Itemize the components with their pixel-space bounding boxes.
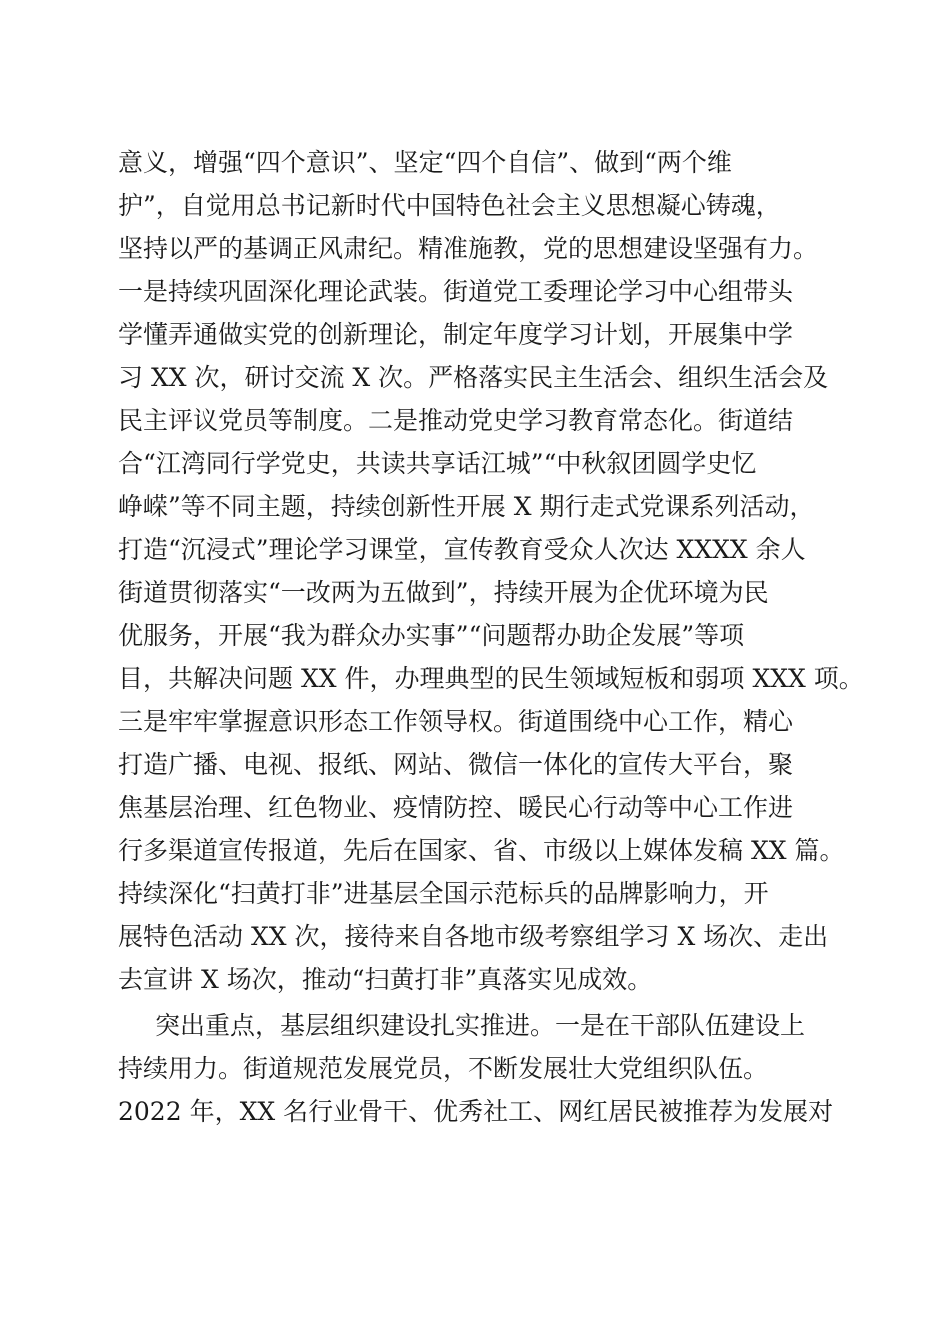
- text-line: 意义，增强“四个意识”、坚定“四个自信”、做到“两个维: [118, 148, 732, 177]
- text-line: 2022 年，XX 名行业骨干、优秀社工、网红居民被推荐为发展对: [118, 1097, 834, 1126]
- text-line: 打造广播、电视、报纸、网站、微信一体化的宣传大平台，聚: [118, 750, 794, 779]
- text-line: 学懂弄通做实党的创新理论，制定年度学习计划，开展集中学: [118, 320, 794, 349]
- text-line: 展特色活动 XX 次，接待来自各地市级考察组学习 X 场次、走出: [118, 922, 829, 951]
- text-line: 峥嵘”等不同主题，持续创新性开展 X 期行走式党课系列活动，: [118, 492, 815, 521]
- text-line: 民主评议党员等制度。二是推动党史学习教育常态化。街道结: [118, 406, 794, 435]
- text-line: 一是持续巩固深化理论武装。街道党工委理论学习中心组带头: [118, 277, 794, 306]
- text-line: 街道贯彻落实“一改两为五做到”，持续开展为企优环境为民: [118, 578, 769, 607]
- text-line: 打造“沉浸式”理论学习课堂，宣传教育受众人次达 XXXX 余人: [118, 535, 806, 564]
- text-line: 持续深化“扫黄打非”进基层全国示范标兵的品牌影响力，开: [118, 879, 769, 908]
- text-line: 焦基层治理、红色物业、疫情防控、暖民心行动等中心工作进: [118, 793, 794, 822]
- text-line: 目，共解决问题 XX 件，办理典型的民生领域短板和弱项 XXX 项。: [118, 664, 864, 693]
- body-text: [118, 141, 864, 1133]
- text-line: 三是牢牢掌握意识形态工作领导权。街道围绕中心工作，精心: [118, 707, 794, 736]
- text-line: 持续用力。街道规范发展党员，不断发展壮大党组织队伍。: [118, 1054, 769, 1083]
- text-line: 护”，自觉用总书记新时代中国特色社会主义思想凝心铸魂，: [118, 191, 781, 220]
- text-line: 合“江湾同行学党史，共读共享话江城”“中秋叙团圆学史忆: [118, 449, 757, 478]
- text-line: 坚持以严的基调正风肃纪。精准施教，党的思想建设坚强有力。: [118, 234, 819, 263]
- text-line: 行多渠道宣传报道，先后在国家、省、市级以上媒体发稿 XX 篇。: [118, 836, 845, 865]
- text-line: 去宣讲 X 场次，推动“扫黄打非”真落实见成效。: [118, 965, 653, 994]
- text-line: 优服务，开展“我为群众办实事”“问题帮办助企发展”等项: [118, 621, 745, 650]
- text-line: 习 XX 次，研讨交流 X 次。严格落实民主生活会、组织生活会及: [118, 363, 829, 392]
- text-line: 突出重点，基层组织建设扎实推进。一是在干部队伍建设上: [155, 1011, 806, 1040]
